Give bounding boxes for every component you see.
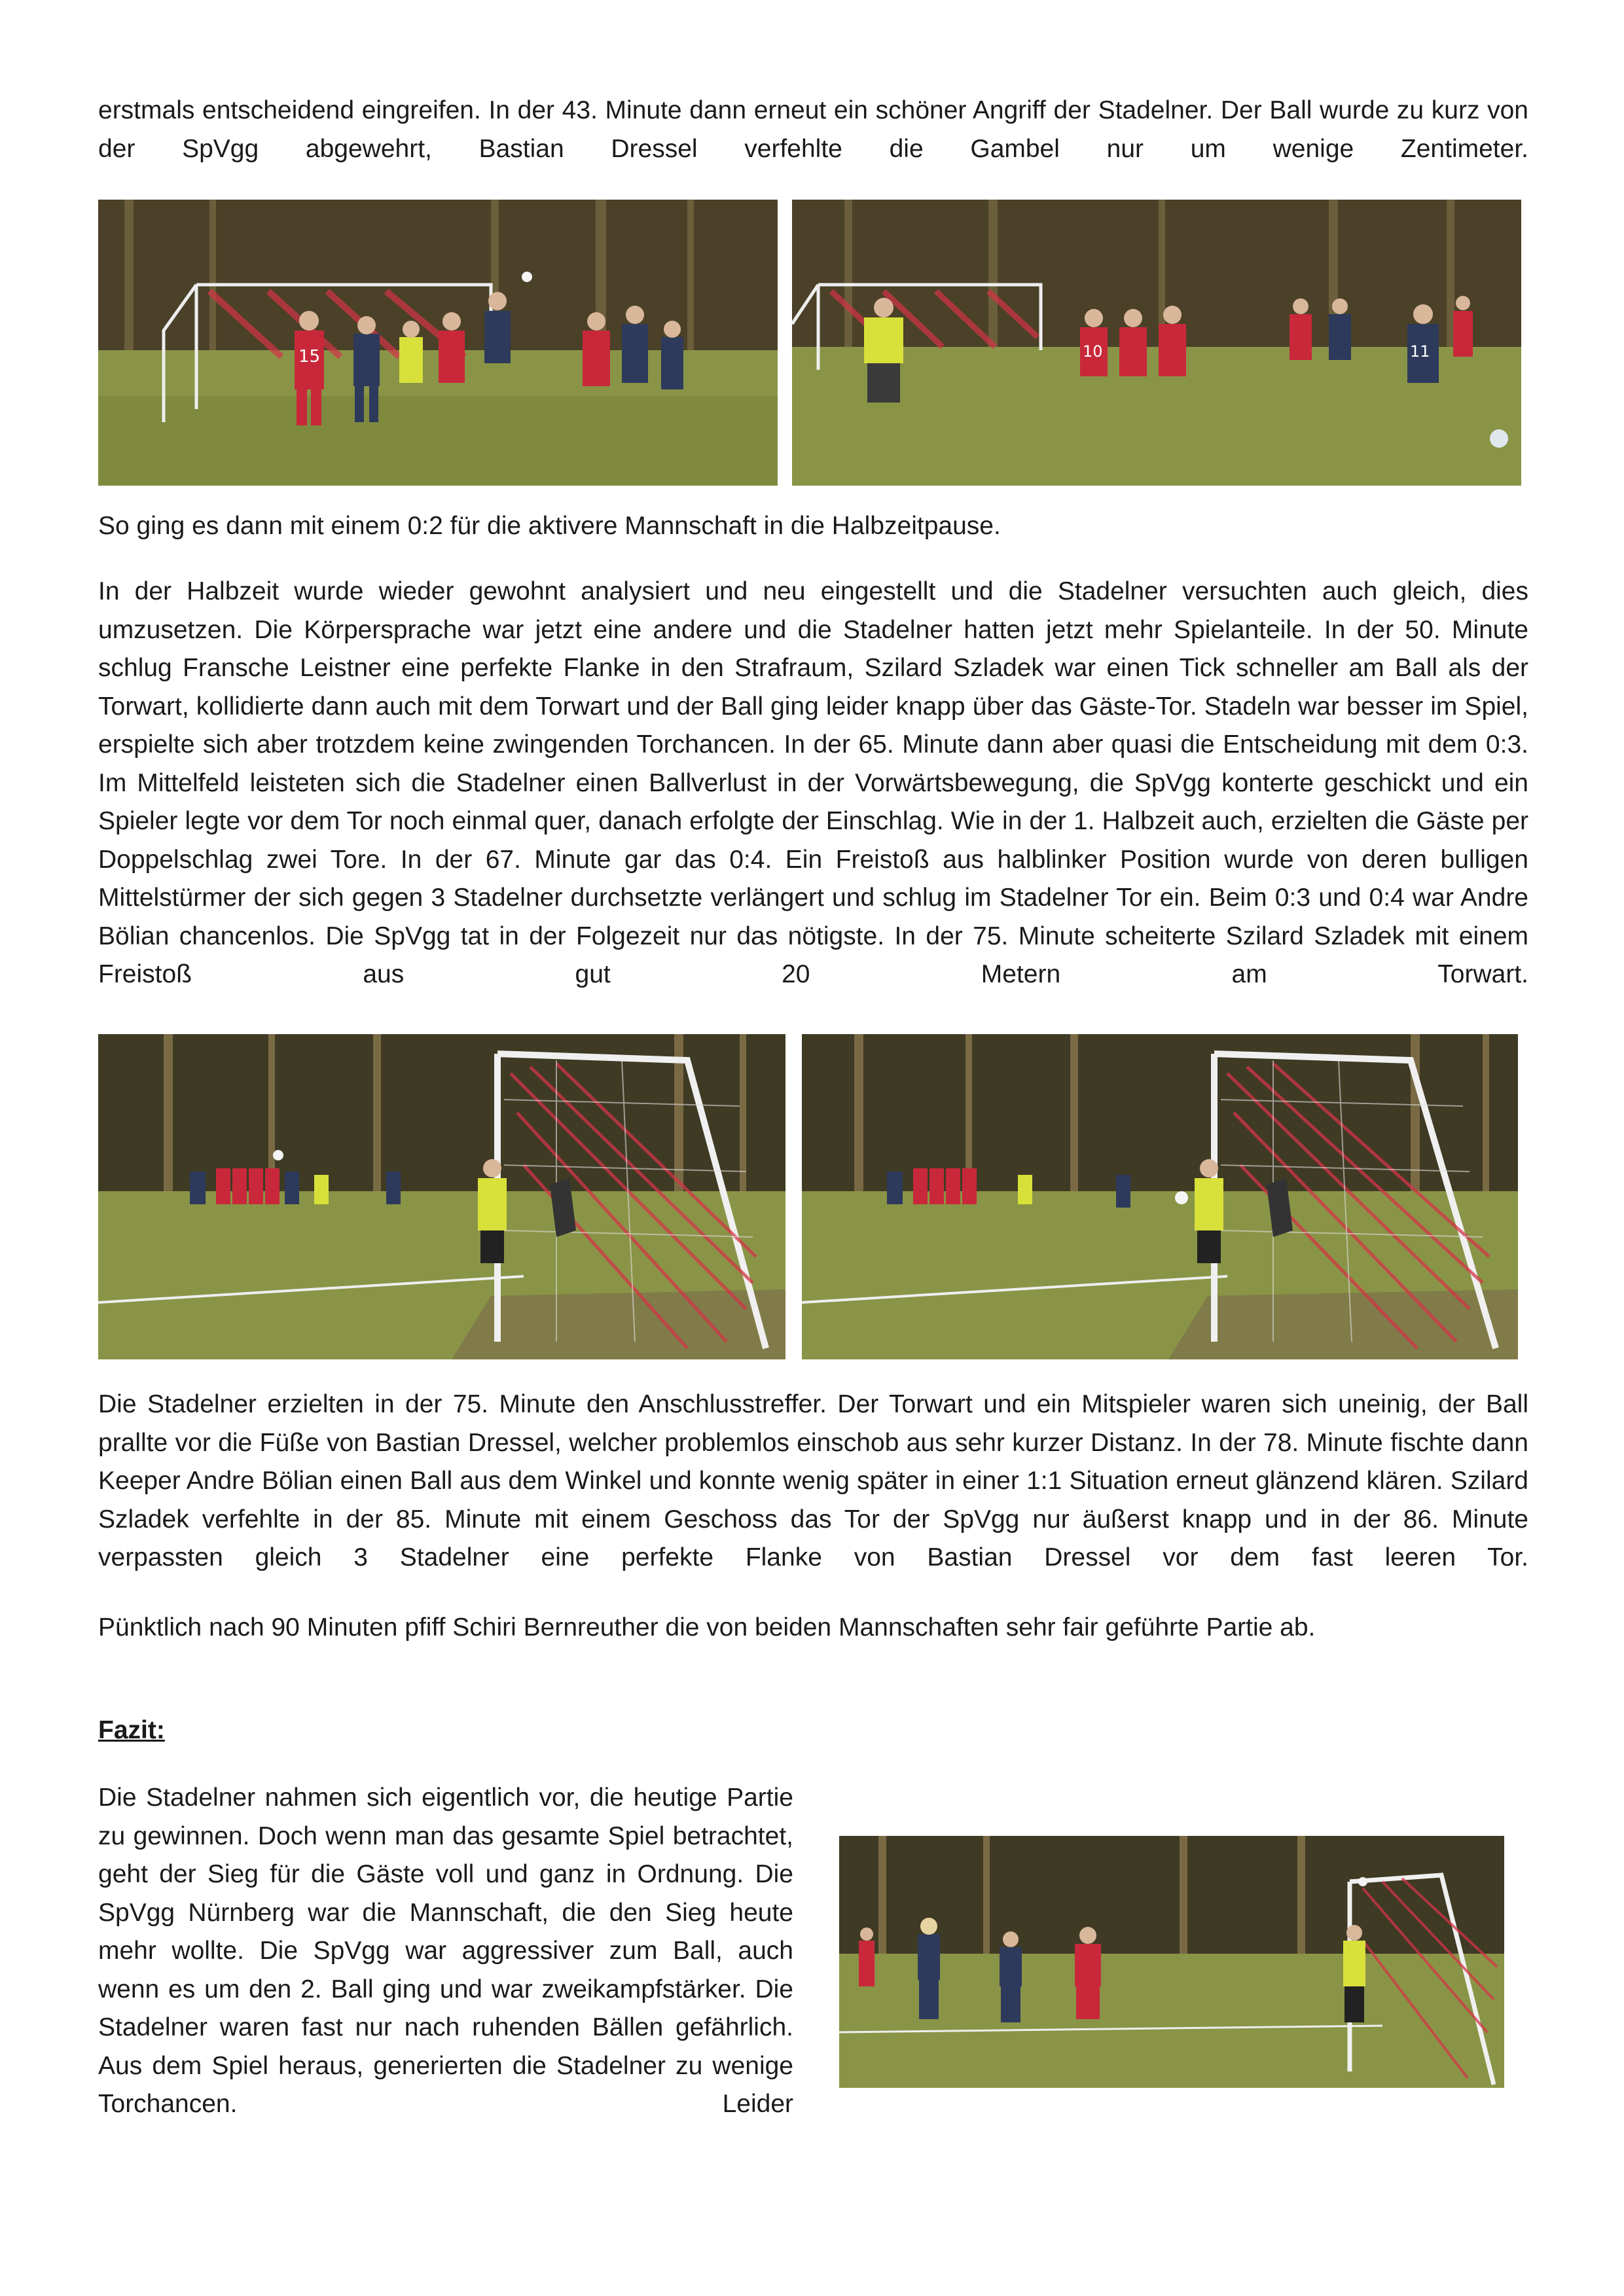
match-photo-goal-scramble [98,200,778,486]
match-photo-goalkeeper-save [839,1836,1504,2088]
jersey-number-11: 11 [1410,342,1430,361]
match-photo-free-kick-right [802,1034,1518,1359]
paragraph-1: erstmals entscheidend eingreifen. In der 43. Minute dann erneut ein schöner Angriff der Stadelner. Der Ball wurde zu kurz von der SpVgg abgewehrt, Bastian Dressel verfehlte die Gambel nur um wenige Zentimeter. [98,96,1528,163]
match-photo-free-kick-left [98,1034,785,1359]
match-photo-attack [792,200,1521,486]
paragraph-4: Die Stadelner erzielten in der 75. Minute den Anschlusstreffer. Der Torwart und ein Mitspieler waren sich uneinig, der Ball prallte vor die Füße von Bastian Dressel, welcher problemlos einschob aus sehr kurzer Distanz. In der 78. Minute fischte dann Keeper Andre Bölian einen Ball aus dem Winkel und konnte wenig später in einer 1:1 Situation erneut glänzend klären. Szilard Szladek verfehlte in der 85. Minute mit einem Geschoss das Tor der SpVgg nur äußerst knapp und in der 86. Minute verpassten gleich 3 Stadelner eine perfekte Flanke von Bastian Dressel vor dem fast leeren Tor. [98,1390,1528,1571]
fazit-heading: Fazit: [98,1716,165,1744]
paragraph-3: In der Halbzeit wurde wieder gewohnt analysiert und neu eingestellt und die Stadelner versuchten auch gleich, dies umzusetzen. Die Körpersprache war jetzt eine andere und die Stadelner hatten jetzt mehr Spielanteile. In der 50. Minute schlug Fransche Leistner eine perfekte Flanke in den Strafraum, Szilard Szladek war einen Tick schneller am Ball als der Torwart, kollidierte dann auch mit dem Torwart und der Ball ging leider knapp über das Gäste-Tor. Stadeln war besser im Spiel, erspielte sich aber trotzdem keine zwingenden Torchancen. In der 65. Minute dann aber quasi die Entscheidung mit dem 0:3. Im Mittelfeld leisteten sich die Stadelner einen Ballverlust in der Vorwärtsbewegung, die SpVgg konterte geschickt und ein Spieler legte vor dem Tor noch einmal quer, danach erfolgte der Einschlag. Wie in der 1. Halbzeit auch, erzielten die Gäste per Doppelschlag zwei Tore. In der 67. Minute gar das 0:4. Ein Freistoß aus halblinker Position wurde von deren bulligen Mittelstürmer der sich gegen 3 Stadelner durchsetzte verlängert und schlug im Stadelner Tor ein. Beim 0:3 und 0:4 war Andre Bölian chancenlos. Die SpVgg tat in der Folgezeit nur das nötigste. In der 75. Minute scheiterte Szilard Szladek mit einem Freistoß aus gut 20 Metern am Torwart. [98,577,1528,988]
jersey-number-10: 10 [1083,342,1103,361]
paragraph-2: So ging es dann mit einem 0:2 für die aktivere Mannschaft in die Halbzeitpause. [98,512,1001,540]
fazit-text: Die Stadelner nahmen sich eigentlich vor, die heutige Partie zu gewinnen. Doch wenn man das gesamte Spiel betrachtet, geht der Sieg für die Gäste voll und ganz in Ordnung. Die SpVgg Nürnberg war die Mannschaft, die den Sieg heute mehr wollte. Die SpVgg war aggressiver zum Ball, auch wenn es um den 2. Ball ging und war zweikampfstärker. Die Stadelner waren fast nur nach ruhenden Bällen gefährlich. Aus dem Spiel heraus, generierten die Stadelner zu wenige Torchancen. Leider [98,1784,793,2118]
paragraph-5: Pünktlich nach 90 Minuten pfiff Schiri Bernreuther die von beiden Mannschaften sehr fair geführte Partie ab. [98,1613,1316,1641]
jersey-number-15: 15 [298,347,321,367]
